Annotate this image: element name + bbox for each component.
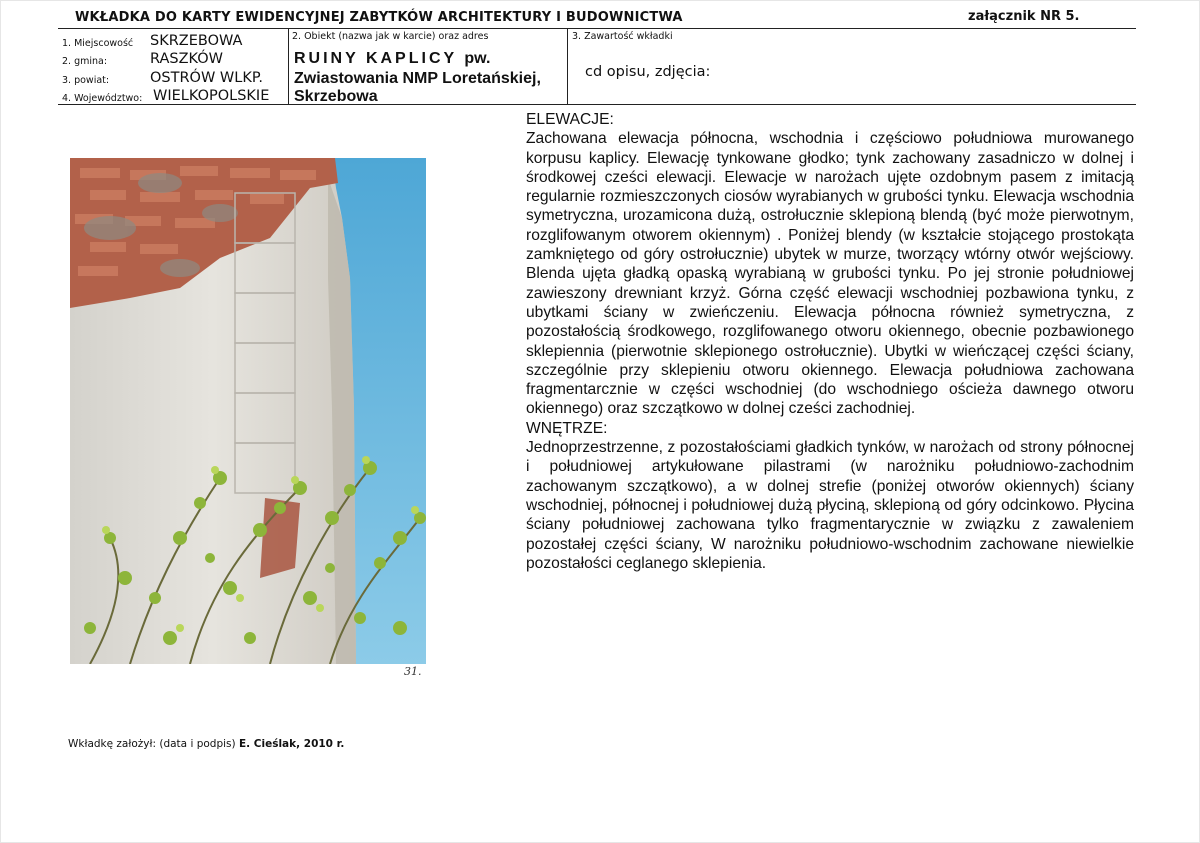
attachment-number: załącznik NR 5.: [968, 9, 1080, 24]
district-label: 3. powiat:: [62, 75, 110, 86]
contents-caption: 3. Zawartość wkładki: [572, 31, 673, 42]
section-text-elevations: Zachowana elewacja północna, wschodnia i częściowo południowa murowanego korpusu kaplicy. Elewację tynkowane głodko; tynk zachowany zasadniczo w dolnej i środkowej cześci elewacji. Elewacje w narożach ujęte ozdobnym pasem z imitacją regularnie rozmieszczonych ciosów wyrabianych w grubości tynku. Elewacja wschodnia symetryczna, urozamicona dużą, ostrołucznie sklepioną blendą (być może pierwotnym, rozglifowanym otworem okiennym) . Poniżej blendy (w kształcie stojącego prostokąta zamkniętego od góry ostrołucznie) ubytek w murze, tworzący wtórny otwór wejściowy. Blenda ujęta gładką opaską wyrabianą w grubości tynku. Po jej stronie południowej zawieszony drewniant krzyż. Górna część elewacji wschodniej pozbawiona tynku, z ubytkami ściany w zwieńczeniu. Elewacja północna również symetryczna, z pozostałością środkowego, rozglifowanego otworu okiennego, obecnie pozbawionego sklepiennia (pierwotnie sklepionego ostrołucznie). Ubytki w wieńczącej części ściany, szczególnie przy sklepieniu otworu okiennego. Elewacja południowa zachowana fragmentarcznie w części wschodniej (do wschodniego ościeża dawnego otworu okiennego) oraz szczątkowo w dolnej cześci zachodniej.: [526, 130, 1134, 418]
column-divider-1: [288, 29, 289, 105]
town-label: 1. Miejscowość: [62, 38, 134, 49]
object-name-main: RUINY KAPLICY: [294, 50, 457, 67]
object-line-2: Zwiastowania NMP Loretańskiej,: [294, 70, 541, 87]
object-name-suffix: pw.: [464, 50, 491, 67]
commune-value: RASZKÓW: [150, 51, 224, 67]
footer-label: Wkładkę założył: (data i podpis): [68, 738, 236, 750]
section-title-interior: WNĘTRZE:: [526, 419, 608, 437]
object-caption: 2. Obiekt (nazwa jak w karcie) oraz adres: [292, 31, 489, 42]
object-line-3: Skrzebowa: [294, 88, 378, 105]
contents-value: cd opisu, zdjęcia:: [585, 64, 711, 80]
photo-number: 31.: [404, 665, 422, 678]
document-title: WKŁADKA DO KARTY EWIDENCYJNEJ ZABYTKÓW ARCHITEKTURY I BUDOWNICTWA: [75, 10, 683, 25]
ruin-photo: [70, 158, 426, 664]
district-value: OSTRÓW WLKP.: [150, 70, 263, 86]
description: [526, 110, 1134, 573]
province-label: 4. Województwo:: [62, 93, 143, 104]
footer: [68, 738, 344, 750]
section-title-elevations: ELEWACJE:: [526, 111, 614, 128]
town-value: SKRZEBOWA: [150, 33, 243, 49]
commune-label: 2. gmina:: [62, 56, 108, 67]
header-rule: [58, 28, 1136, 29]
section-text-interior: Jednoprzestrzenne, z pozostałościami gładkich tynków, w narożach od strony północnej i południowej artykułowane pilastrami (w narożniku południowo-zachodnim zachowanym szczątkowo), a w dolnej strefie (poniżej otworów okiennych) ściany wschodniej, północnej i południowej dużą płyciną, sklepioną od góry odcinkowo. Płycina ściany południowej zachowana tylko fragmentarycznie w związku z zawaleniem pozostałej części ściany, W narożniku południowo-wschodnim zachowane niewielkie pozostałości ceglanego sklepienia.: [526, 439, 1134, 572]
column-divider-2: [567, 29, 568, 105]
footer-author: E. Cieślak, 2010 r.: [238, 738, 345, 750]
form-bottom-rule: [58, 104, 1136, 105]
province-value: WIELKOPOLSKIE: [153, 88, 270, 104]
object-name: [294, 50, 490, 68]
